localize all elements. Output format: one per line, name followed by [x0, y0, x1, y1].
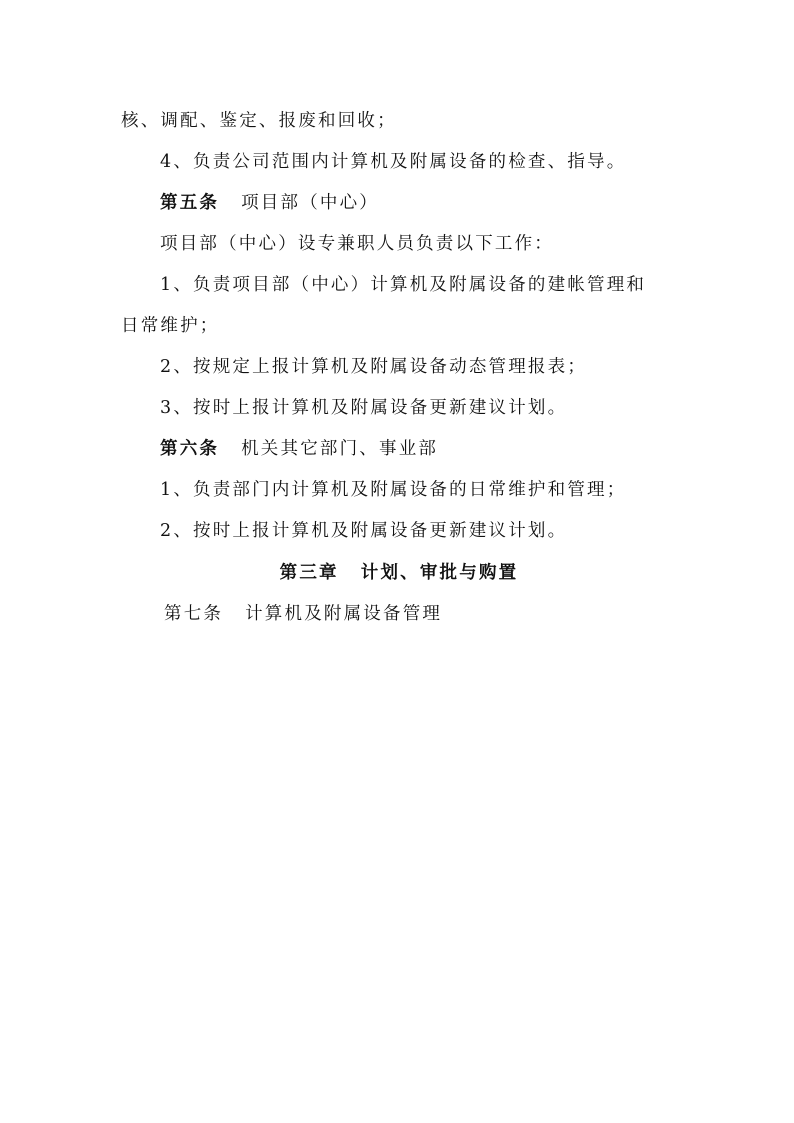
chapter-3-title: 计划、审批与购置: [360, 563, 519, 583]
chapter-3-number: 第三章: [279, 563, 339, 583]
paragraph-line: 4、负责公司范围内计算机及附属设备的检查、指导。: [160, 152, 627, 172]
paragraph-line: 1、负责项目部（中心）计算机及附属设备的建帐管理和: [160, 275, 647, 295]
article-5-number: 第五条: [160, 193, 220, 213]
article-6-heading: [160, 437, 438, 461]
paragraph-line: 3、按时上报计算机及附属设备更新建议计划。: [160, 398, 568, 418]
paragraph-line: 日常维护；: [121, 316, 220, 336]
paragraph-line: 2、按时上报计算机及附属设备更新建议计划。: [160, 521, 568, 541]
paragraph-line: 2、按规定上报计算机及附属设备动态管理报表；: [160, 357, 588, 377]
article-5-title: 项目部（中心）: [241, 193, 380, 213]
article-6-title: 机关其它部门、事业部: [241, 439, 439, 459]
article-5-heading: [160, 191, 379, 215]
article-7-number: 第七条: [164, 604, 224, 624]
paragraph-line: 核、调配、鉴定、报废和回收；: [121, 111, 397, 131]
article-6-number: 第六条: [160, 439, 220, 459]
chapter-3-heading: [0, 561, 794, 585]
article-7-title: 计算机及附属设备管理: [245, 604, 443, 624]
paragraph-line: 1、负责部门内计算机及附属设备的日常维护和管理；: [160, 480, 627, 500]
paragraph-line: 项目部（中心）设专兼职人员负责以下工作：: [160, 234, 554, 254]
article-7-heading: [164, 602, 442, 626]
